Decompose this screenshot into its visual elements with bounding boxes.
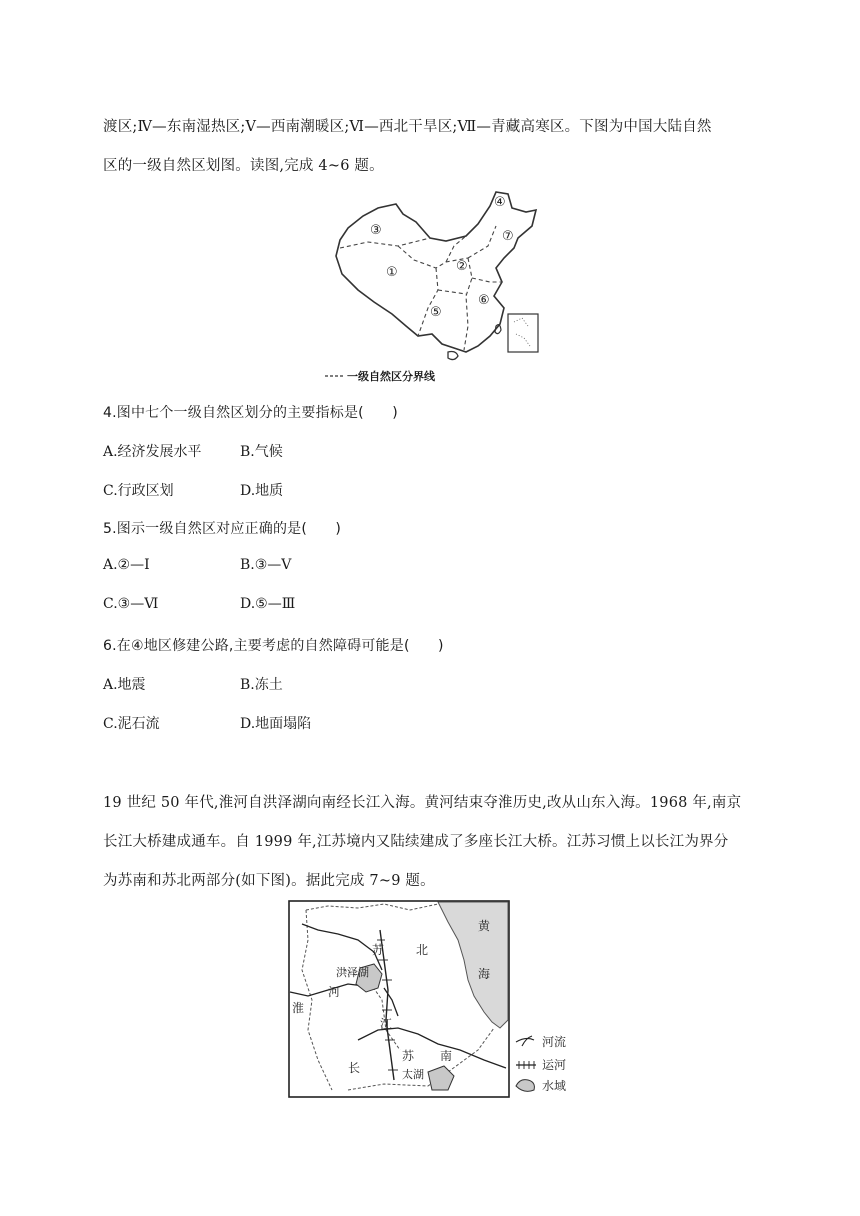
question-5-stem: 5.图示一级自然区对应正确的是( )	[103, 521, 342, 537]
legend-water: 水域	[542, 1079, 567, 1093]
label-bei: 北	[416, 943, 429, 957]
passage-line-1: 19 世纪 50 年代,淮河自洪泽湖向南经长江入海。黄河结束夺淮历史,改从山东入海。1968 年,南京	[103, 795, 742, 811]
china-legend-label: 一级自然区分界线	[347, 370, 435, 383]
passage-line-2: 长江大桥建成通车。自 1999 年,江苏境内又陆续建成了多座长江大桥。江苏习惯上以长江为界分	[103, 834, 729, 850]
legend-river: 河流	[542, 1035, 567, 1049]
question-6-stem: 6.在④地区修建公路,主要考虑的自然障碍可能是( )	[103, 638, 444, 654]
label-huang: 黄	[478, 919, 491, 933]
q4-option-c: C.行政区划	[103, 483, 174, 499]
legend-canal: 运河	[542, 1058, 567, 1072]
china-map-legend	[325, 368, 485, 384]
passage-line-3: 为苏南和苏北两部分(如下图)。据此完成 7~9 题。	[103, 873, 435, 889]
map-label-7: ⑦	[502, 229, 514, 244]
label-taihu: 太湖	[402, 1068, 424, 1081]
q6-option-d: D.地面塌陷	[240, 716, 312, 732]
label-hongzehu: 洪泽湖	[336, 966, 369, 979]
jiangsu-legend	[516, 1034, 566, 1093]
label-jiang: 江	[380, 1017, 393, 1031]
jiangsu-map	[288, 900, 588, 1100]
q4-option-d: D.地质	[240, 483, 284, 499]
map-label-2: ②	[456, 259, 468, 274]
label-su-north: 苏	[372, 943, 385, 957]
q4-option-b: B.气候	[240, 444, 283, 460]
q4-option-a: A.经济发展水平	[103, 444, 202, 460]
q5-option-b: B.③—Ⅴ	[240, 557, 292, 573]
label-chang: 长	[348, 1061, 361, 1075]
china-natural-region-map	[318, 186, 548, 386]
label-su-south: 苏	[402, 1049, 415, 1063]
label-he: 河	[328, 985, 341, 999]
label-hai: 海	[478, 967, 491, 981]
intro-line-2: 区的一级自然区划图。读图,完成 4~6 题。	[103, 158, 384, 174]
map-label-4: ④	[494, 195, 506, 210]
q5-option-d: D.⑤—Ⅲ	[240, 596, 296, 612]
map-label-5: ⑤	[430, 305, 442, 320]
map-label-6: ⑥	[478, 293, 490, 308]
q6-option-c: C.泥石流	[103, 716, 160, 732]
q5-option-c: C.③—Ⅵ	[103, 596, 159, 612]
intro-line-1: 渡区;Ⅳ—东南湿热区;Ⅴ—西南潮暖区;Ⅵ—西北干旱区;Ⅶ—青藏高寒区。下图为中国大陆自然	[103, 119, 712, 135]
question-4-stem: 4.图中七个一级自然区划分的主要指标是( )	[103, 405, 398, 421]
label-nan: 南	[440, 1049, 453, 1063]
map-label-3: ③	[370, 223, 382, 238]
q5-option-a: A.②—Ⅰ	[103, 557, 150, 573]
q6-option-b: B.冻土	[240, 677, 283, 693]
map-label-1: ①	[386, 265, 398, 280]
label-huai: 淮	[292, 1001, 305, 1015]
q6-option-a: A.地震	[103, 677, 146, 693]
